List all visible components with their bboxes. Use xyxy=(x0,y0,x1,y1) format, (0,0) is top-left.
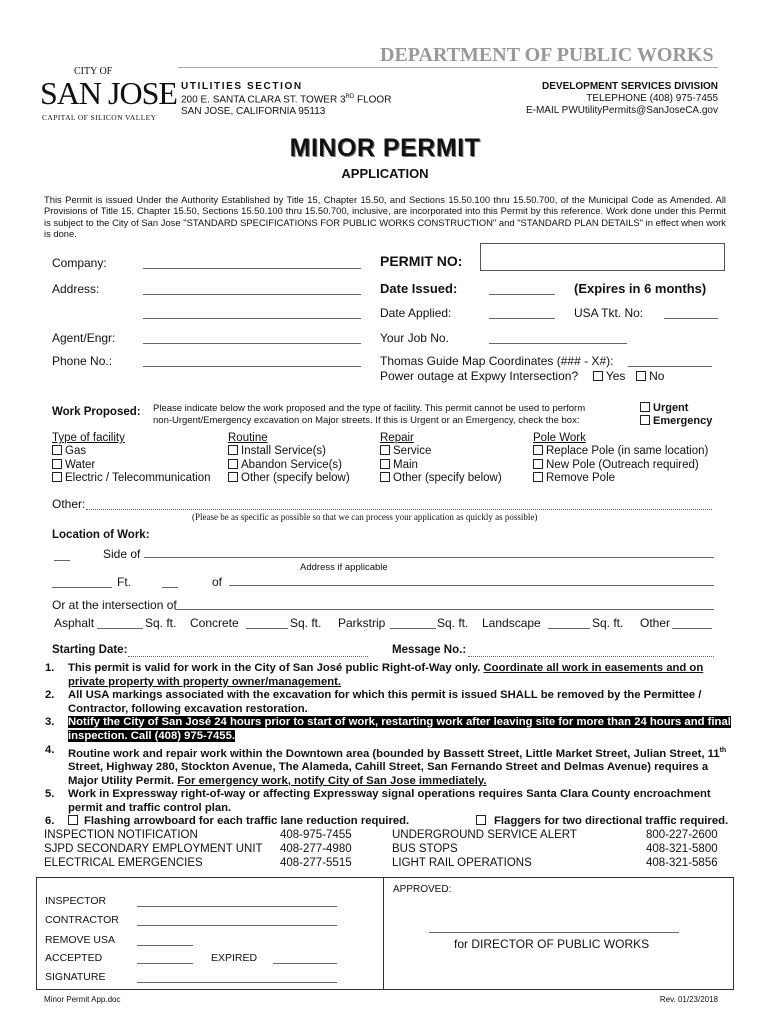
footer-rev: Rev. 01/23/2018 xyxy=(659,995,718,1004)
concrete-label: Concrete xyxy=(190,616,239,630)
emergency-label: Emergency xyxy=(653,415,713,427)
no-checkbox[interactable] xyxy=(636,371,646,381)
urgent-label: Urgent xyxy=(653,402,689,414)
routine-other-checkbox[interactable] xyxy=(228,472,238,482)
repair-other-checkbox[interactable] xyxy=(380,472,390,482)
work-instructions-1: Please indicate below the work proposed and the type of facility. This permit cannot be used to perform xyxy=(153,403,586,414)
arrowboard-checkbox[interactable] xyxy=(68,815,78,825)
note-4-text-b: Street, Highway 280, Stockton Avenue, The Alameda, Cahill Street, San Fernando Street and Delmas Avenue) requires a Major Utility Permit. xyxy=(68,760,709,787)
expires-note: (Expires in 6 months) xyxy=(574,281,707,296)
signoff-box xyxy=(36,877,734,990)
message-no-label: Message No.: xyxy=(392,644,467,656)
starting-date-field[interactable] xyxy=(128,656,368,657)
date-applied-field[interactable] xyxy=(489,318,555,319)
page-title: MINOR PERMIT xyxy=(289,134,481,162)
routine-other-label: Other (specify below) xyxy=(241,471,350,484)
landscape-sqft-label: Sq. ft. xyxy=(592,616,624,630)
other-field[interactable] xyxy=(86,509,712,510)
concrete-sqft-label: Sq. ft. xyxy=(290,616,322,630)
message-no-text: Message No. xyxy=(392,644,463,656)
landscape-sqft-field[interactable] xyxy=(548,628,590,629)
side-of-label: Side of xyxy=(103,547,141,561)
signature-field[interactable] xyxy=(137,982,337,983)
intro-text: This Permit is issued Under the Authority Established by Title 15, Chapter 15.50, and Sections 15.50.100 thru 15.50.700, of the Municipal Code as Amended. All Provisions of Title 15, Chapter 15.50, Sections 15.50.100 thru 15.50.700, inclusive, are incorporated into this Permit by this reference. Work done under this Permit is subject to the City of San Jose "STANDARD SPECIFICATIONS FOR PUBLIC WORKS CONSTRUCTION" and "STANDARD PLAN DETAILS" in effect when work is done. xyxy=(44,194,726,240)
contact-name: ELECTRICAL EMERGENCIES xyxy=(44,857,203,869)
starting-date-text: Starting Date xyxy=(52,644,124,656)
flaggers-checkbox[interactable] xyxy=(476,815,486,825)
inspector-label: INSPECTOR xyxy=(45,895,107,907)
note-4-text: Routine work and repair work within the Downtown area (bounded by Bassett Street, Little Market Street, Julian Street, 11 xyxy=(68,747,720,760)
signoff-divider xyxy=(383,878,384,989)
date-issued-label: Date Issued: xyxy=(380,281,458,296)
job-no-label: Your Job No. xyxy=(380,331,449,345)
address-sup: RD xyxy=(345,94,355,100)
repair-other-label: Other (specify below) xyxy=(393,471,502,484)
electric-checkbox[interactable] xyxy=(52,472,62,482)
power-outage-label: Power outage at Expwy Intersection? xyxy=(380,369,579,383)
contact-row xyxy=(44,828,352,842)
contact-phone: 408-975-7455 xyxy=(280,829,352,841)
page-subtitle: APPLICATION xyxy=(341,166,429,181)
contact-name: UNDERGROUND SERVICE ALERT xyxy=(392,829,577,841)
company-label: Company: xyxy=(52,256,107,270)
abandon-service-checkbox[interactable] xyxy=(228,459,238,469)
repair-heading: Repair xyxy=(380,432,414,444)
note-1: 1. This permit is valid for work in the City of San José public Right-of-Way only. Coordinate all work in easements and on private property with property owner/management. xyxy=(45,662,704,688)
ft-label: Ft. xyxy=(117,575,131,589)
director-label: for DIRECTOR OF PUBLIC WORKS xyxy=(454,937,650,951)
contact-row xyxy=(392,856,718,870)
permit-no-box[interactable] xyxy=(480,243,725,271)
parkstrip-sqft-label: Sq. ft. xyxy=(437,616,469,630)
accepted-label: ACCEPTED xyxy=(45,952,103,964)
thomas-guide-label: Thomas Guide Map Coordinates (### - X#): xyxy=(380,354,614,368)
repair-service-label: Service xyxy=(393,445,432,458)
accepted-field[interactable] xyxy=(137,963,193,964)
director-signature-field[interactable] xyxy=(429,932,679,933)
repair-column xyxy=(380,432,502,485)
address-floor: FLOOR xyxy=(354,94,392,106)
repair-main-checkbox[interactable] xyxy=(380,459,390,469)
asphalt-sqft-field[interactable] xyxy=(97,628,143,629)
install-service-checkbox[interactable] xyxy=(228,445,238,455)
ft-direction-field[interactable] xyxy=(162,587,178,588)
water-checkbox[interactable] xyxy=(52,459,62,469)
inspector-field[interactable] xyxy=(137,906,337,907)
note-6: 6. Flashing arrowboard for each traffic lane reduction required. Flaggers for two directional traffic required. xyxy=(45,815,729,828)
note-5-text: Work in Expressway right-of-way or affecting Expressway signal operations requires Santa Clara County encroachment permit and traffic control plan. xyxy=(68,788,711,814)
work-instructions xyxy=(153,403,585,427)
note-1-underlined: Coordinate all work in easements and on private property with property owner/management. xyxy=(68,662,704,688)
routine-column xyxy=(228,432,350,485)
address-field-2[interactable] xyxy=(143,318,361,319)
ft-field[interactable] xyxy=(52,587,112,588)
remove-pole-label: Remove Pole xyxy=(546,471,616,484)
division-block xyxy=(526,81,718,117)
utilities-section: UTILITIES SECTION xyxy=(181,81,303,92)
parkstrip-label: Parkstrip xyxy=(338,616,386,630)
note-1-text: This permit is valid for work in the City of San José public Right-of-Way only. xyxy=(68,662,484,674)
side-of-field[interactable] xyxy=(144,557,714,558)
concrete-sqft-field[interactable] xyxy=(246,628,288,629)
abandon-service-label: Abandon Service(s) xyxy=(241,458,342,471)
urgent-checkbox[interactable] xyxy=(640,402,650,412)
other-surface-label: Other xyxy=(640,616,671,630)
usa-tkt-field[interactable] xyxy=(664,318,718,319)
yes-checkbox[interactable] xyxy=(593,371,603,381)
logo-city-of: CITY OF xyxy=(74,66,113,77)
yes-label: Yes xyxy=(605,369,626,383)
message-no-field[interactable] xyxy=(468,656,714,657)
new-pole-checkbox[interactable] xyxy=(533,459,543,469)
contact-row xyxy=(44,842,352,856)
remove-pole-checkbox[interactable] xyxy=(533,472,543,482)
landscape-label: Landscape xyxy=(482,616,541,630)
parkstrip-sqft-field[interactable] xyxy=(390,628,436,629)
repair-main-label: Main xyxy=(393,458,418,471)
location-heading: Location of Work: xyxy=(52,529,150,541)
phone-label: Phone No.: xyxy=(52,354,113,368)
logo-name: SAN JOSE xyxy=(40,75,177,111)
note-4: 4. Routine work and repair work within the Downtown area (bounded by Bassett Street, Little Market Street, Julian Street, 11th Street, Highway 280, Stockton Avenue, The Alameda, Cahill Street, San Fernando Street and Delmas Avenue) requires a Major Utility Permit. For emergency work, notify City of San Jose immediately. xyxy=(45,743,727,787)
job-no-field[interactable] xyxy=(489,343,627,344)
contractor-label: CONTRACTOR xyxy=(45,914,119,926)
contact-name: SJPD SECONDARY EMPLOYMENT UNIT xyxy=(44,843,263,855)
approved-label: APPROVED: xyxy=(393,884,452,895)
contacts-left xyxy=(44,828,352,870)
asphalt-sqft-label: Sq. ft. xyxy=(145,616,177,630)
emergency-checkbox[interactable] xyxy=(640,415,650,425)
usa-tkt-label: USA Tkt. No: xyxy=(574,306,644,320)
intersection-field[interactable] xyxy=(175,609,714,610)
city-logo xyxy=(40,66,177,126)
contact-phone: 408-277-5515 xyxy=(280,857,352,869)
thomas-guide-field[interactable] xyxy=(628,366,712,367)
note-4-sup: th xyxy=(719,746,727,754)
water-label: Water xyxy=(65,458,96,471)
power-outage-row xyxy=(380,369,664,383)
contact-phone: 408-277-4980 xyxy=(280,843,352,855)
repair-service-checkbox[interactable] xyxy=(380,445,390,455)
address-street: 200 E. SANTA CLARA ST. TOWER 3 xyxy=(181,94,346,106)
note-3-text: Notify the City of San José 24 hours prior to start of work, restarting work after leaving site for more than 24 hours and final inspection. Call (408) 975-7455. xyxy=(68,716,731,742)
division-name: DEVELOPMENT SERVICES DIVISION xyxy=(542,81,718,92)
header-rule xyxy=(178,67,718,68)
other-surface-field[interactable] xyxy=(672,628,712,629)
new-pole-label: New Pole (Outreach required) xyxy=(546,458,699,471)
no-label: No xyxy=(649,369,665,383)
of-label: of xyxy=(212,575,223,589)
of-field[interactable] xyxy=(229,585,714,586)
date-applied-label: Date Applied: xyxy=(380,306,452,320)
urgency-options xyxy=(640,402,712,428)
starting-date-label: Starting Date: xyxy=(52,644,128,656)
telephone: TELEPHONE (408) 975-7455 xyxy=(586,93,718,104)
note-5: 5. Work in Expressway right-of-way or affecting Expressway signal operations requires Santa Clara County encroachment permit and traffic control plan. xyxy=(45,788,711,814)
work-proposed-label: Work Proposed: xyxy=(52,406,141,418)
intersection-label: Or at the intersection of xyxy=(52,598,177,612)
gas-label: Gas xyxy=(65,445,87,458)
gas-checkbox[interactable] xyxy=(52,445,62,455)
contractor-field[interactable] xyxy=(137,925,337,926)
other-label: Other: xyxy=(52,497,86,511)
facility-type-column xyxy=(52,432,211,485)
facility-type-heading: Type of facility xyxy=(52,432,125,444)
note-2-text: All USA markings associated with the excavation for which this permit is issued SHALL be removed by the Permittee / Contractor, following excavation restoration. xyxy=(68,689,702,715)
logo-tagline: CAPITAL OF SILICON VALLEY xyxy=(42,113,157,122)
address-line1 xyxy=(181,94,391,105)
contact-row xyxy=(392,828,718,842)
asphalt-label: Asphalt xyxy=(54,616,95,630)
signature-label: SIGNATURE xyxy=(45,971,106,983)
note-6-flaggers: Flaggers for two directional traffic required. xyxy=(494,815,729,828)
email: E-MAIL PWUtilityPermits@SanJoseCA.gov xyxy=(525,105,718,116)
company-field[interactable] xyxy=(143,268,361,269)
other-note: (Please be as specific as possible so that we can process your application as quickly as possible) xyxy=(192,512,538,522)
date-issued-field[interactable] xyxy=(489,294,555,295)
agent-label: Agent/Engr: xyxy=(52,331,116,345)
address-line2: SAN JOSE, CALIFORNIA 95113 xyxy=(181,106,326,117)
contact-name: BUS STOPS xyxy=(392,843,458,855)
note-3: 3. Notify the City of San José 24 hours prior to start of work, restarting work after leaving site for more than 24 hours and final inspection. Call (408) 975-7455. xyxy=(45,716,731,742)
install-service-label: Install Service(s) xyxy=(241,445,326,458)
permit-no-label: PERMIT NO: xyxy=(380,253,463,269)
contact-phone: 800-227-2600 xyxy=(646,829,718,841)
pole-work-column xyxy=(533,432,708,485)
phone-field[interactable] xyxy=(143,366,361,367)
contact-name: INSPECTION NOTIFICATION xyxy=(44,829,198,841)
replace-pole-label: Replace Pole (in same location) xyxy=(546,445,709,458)
contact-row xyxy=(392,842,718,856)
work-instructions-2: non-Urgent/Emergency excavation on Major streets. If this is Urgent or an Emergency, check the box: xyxy=(153,415,580,426)
note-6-text: Flashing arrowboard for each traffic lane reduction required. xyxy=(84,815,410,828)
contact-phone: 408-321-5856 xyxy=(646,857,718,869)
department-title: DEPARTMENT OF PUBLIC WORKS xyxy=(380,44,714,66)
electric-label: Electric / Telecommunication xyxy=(65,471,211,484)
footer-file: Minor Permit App.doc xyxy=(44,995,121,1004)
note-2: 2. All USA markings associated with the excavation for which this permit is issued SHALL be removed by the Permittee / Contractor, following excavation restoration. xyxy=(45,689,702,715)
contacts-right xyxy=(392,828,718,870)
address-label: Address: xyxy=(52,282,100,296)
replace-pole-checkbox[interactable] xyxy=(533,445,543,455)
side-direction-field[interactable] xyxy=(54,560,70,561)
expired-field[interactable] xyxy=(273,963,337,964)
routine-heading: Routine xyxy=(228,432,268,444)
remove-usa-field[interactable] xyxy=(137,945,193,946)
address-field-1[interactable] xyxy=(143,294,361,295)
agent-field[interactable] xyxy=(143,343,361,344)
conditions-list xyxy=(38,662,738,829)
remove-usa-label: REMOVE USA xyxy=(45,934,116,946)
contact-row xyxy=(44,856,352,870)
pole-work-heading: Pole Work xyxy=(533,432,586,444)
note-4-underlined: For emergency work, notify City of San Jose immediately. xyxy=(177,774,487,787)
contact-phone: 408-321-5800 xyxy=(646,843,718,855)
expired-label: EXPIRED xyxy=(211,952,258,964)
address-note: Address if applicable xyxy=(300,562,388,573)
contact-name: LIGHT RAIL OPERATIONS xyxy=(392,857,532,869)
